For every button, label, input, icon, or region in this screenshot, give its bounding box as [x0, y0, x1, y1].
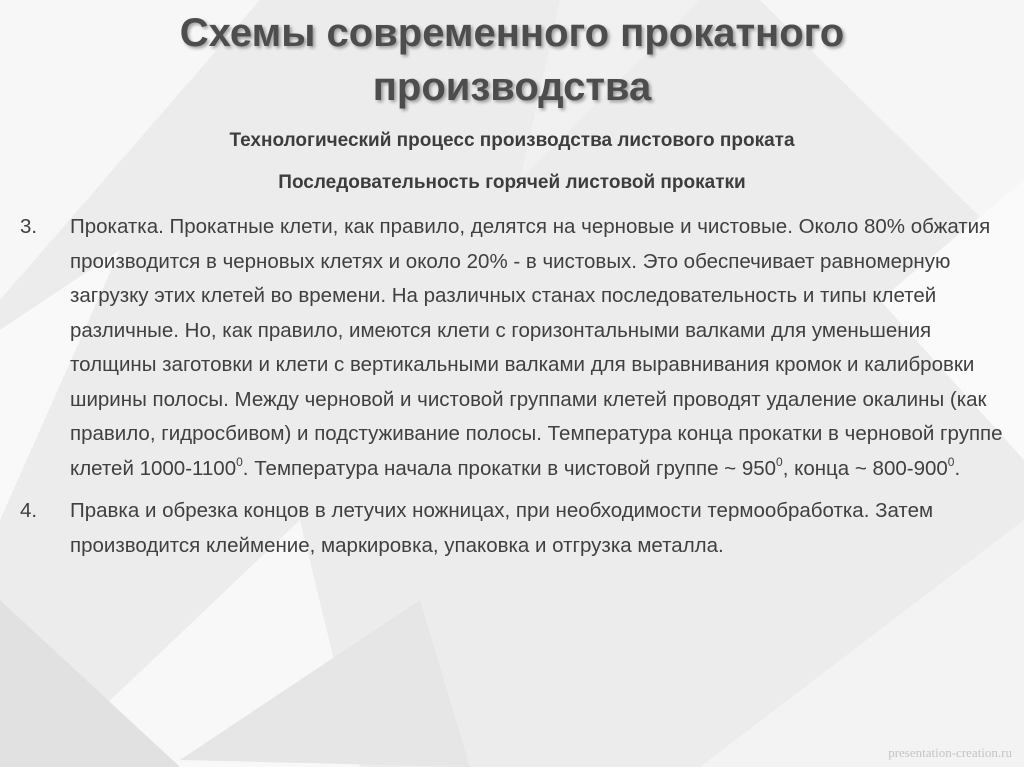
- list-item-number: 4.: [20, 499, 38, 522]
- list-item-number: 3.: [20, 215, 38, 238]
- title-line-1: Схемы современного прокатного: [179, 11, 845, 55]
- list-item-3: [0, 210, 1005, 486]
- numbered-list: [0, 210, 1024, 571]
- list-item-text: Правка и обрезка концов в летучих ножницах, при необходимости термообработка. Затем производится клеймение, маркировка, упаковка и отгрузка металла.: [70, 499, 934, 557]
- watermark: presentation-creation.ru: [888, 745, 1012, 760]
- subtitle-sequence: Последовательность горячей листовой прокатки: [278, 172, 746, 193]
- list-item-4: [0, 494, 1005, 563]
- list-item-text: Прокатка. Прокатные клети, как правило, делятся на черновые и чистовые. Около 80% обжатия производится в черновых клетях и около 20% - в чистовых. Это обеспечивает равномерную загрузку этих клетей во времени. На различных станах последовательность и типы клетей различные. Но, как правило, имеются клети с горизонтальными валками для уменьшения толщины заготовки и клети с вертикальными валками для выравнивания кромок и калибровки ширины полосы. Между черновой и чистовой группами клетей проводят удаление окалины (как правило, гидросбивом) и подстуживание полосы. Температура конца прокатки в черновой группе клетей 1000-1100$^0$. Температура начала прокатки в чистовой группе ~ $950^0$, конца ~ $800-900^0$.: [70, 215, 1003, 480]
- subtitle-process: Технологический процесс производства листового проката: [229, 130, 795, 151]
- slide-title: [0, 6, 1024, 114]
- title-line-2: производства: [372, 65, 652, 109]
